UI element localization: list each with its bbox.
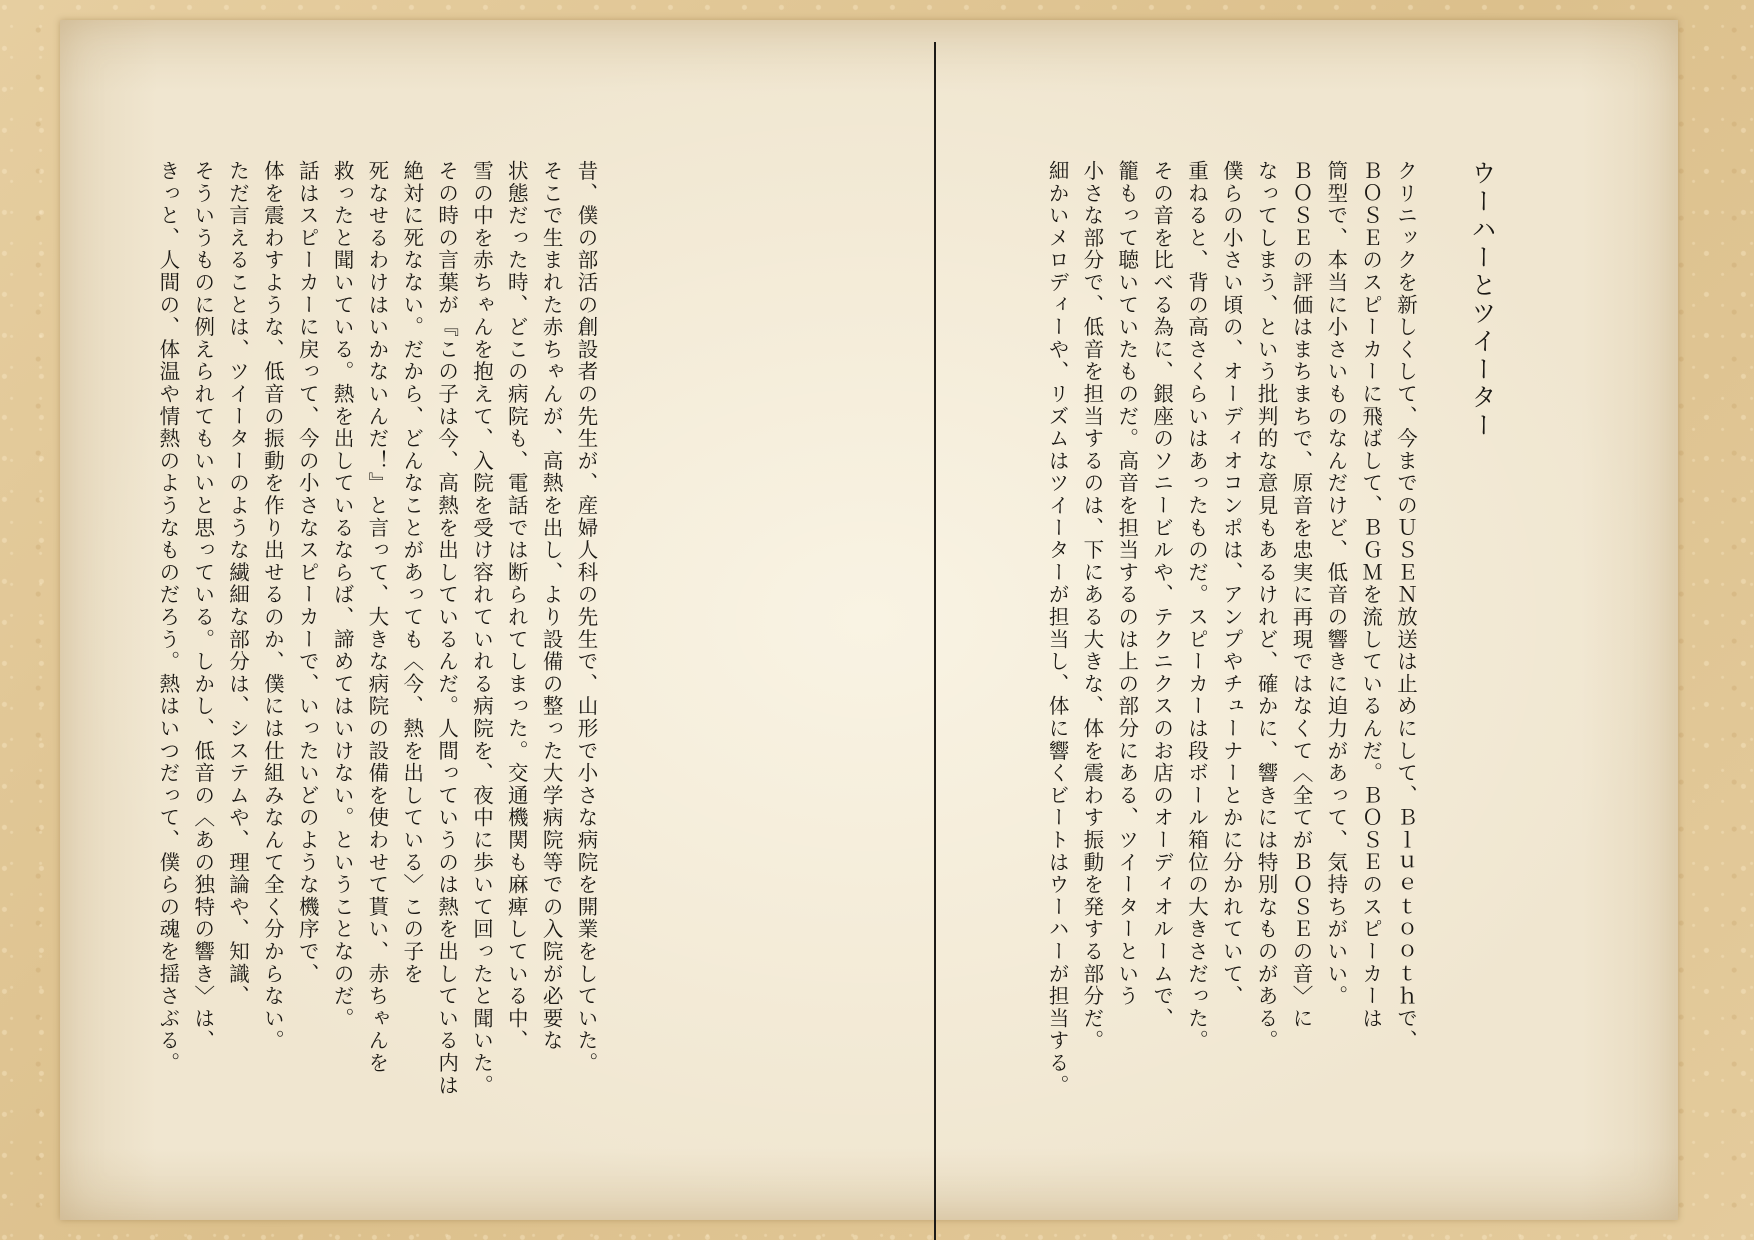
left-line-11: ただ言えることは、ツイーターのような繊細な部分は、システムや、理論や、知識、 (225, 160, 250, 1008)
left-line-3: 状態だった時、どこの病院も、電話では断られてしまった。交通機関も麻痺している中、 (504, 160, 529, 1052)
right-line-11: 細かいメロディーや、リズムはツイーターが担当し、体に響くビートはウーハーが担当する。 (1045, 160, 1070, 1097)
left-line-5: その時の言葉が『この子は今、高熱を出しているんだ。人間っていうのは熱を出している内は (434, 160, 459, 1097)
right-line-3: 筒型で、本当に小さいものなんだけど、低音の響きに迫力があって、気持ちがいい。 (1323, 160, 1348, 1008)
left-line-9: 話はスピーカーに戻って、今の小さなスピーカーで、いったいどのような機序で、 (295, 160, 320, 986)
left-line-8: 救ったと聞いている。熱を出しているならば、諦めてはいけない。ということなのだ。 (330, 160, 355, 1030)
left-line-4: 雪の中を赤ちゃんを抱えて、入院を受け容れていれる病院を、夜中に歩いて回ったと聞いた。 (469, 160, 494, 1097)
right-line-4: ＢＯＳＥの評価はまちまちで、原音を忠実に再現ではなくて〈全てがＢＯＳＥの音〉に (1288, 160, 1313, 1030)
left-line-7: 死なせるわけはいかないんだ！』と言って、大きな病院の設備を使わせて貰い、赤ちゃんを (364, 160, 389, 1075)
right-line-10: 小さな部分で、低音を担当するのは、下にある大きな、体を震わす振動を発する部分だ。 (1079, 160, 1104, 1052)
left-line-12: そういうものに例えられてもいいと思っている。しかし、低音の〈あの独特の響き〉は、 (190, 160, 215, 1052)
left-line-10: 体を震わすような、低音の振動を作り出せるのか、僕には仕組みなんて全く分からない。 (260, 160, 285, 1052)
right-line-9: 籠もって聴いていたものだ。高音を担当するのは上の部分にある、ツイーターという (1114, 160, 1139, 1008)
right-line-7: 重ねると、背の高さくらいはあったものだ。スピーカーは段ボール箱位の大きさだった。 (1184, 160, 1209, 1052)
right-line-8: その音を比べる為に、銀座のソニービルや、テクニクスのお店のオーディオルームで、 (1149, 160, 1174, 1030)
right-line-5: なってしまう、という批判的な意見もあるけれど、確かに、響きには特別なものがある。 (1254, 160, 1279, 1052)
right-line-1: クリニックを新しくして、今までのＵＳＥＮ放送は止めにして、Ｂｌｕｅｔｏｏｔｈで、 (1393, 160, 1418, 1052)
left-line-6: 絶対に死なない。だから、どんなことがあっても〈今、熱を出している〉この子を (399, 160, 424, 986)
page-divider (934, 42, 936, 1240)
left-line-13: きっと、人間の、体温や情熱のようなものだろう。熱はいつだって、僕らの魂を揺さぶる。 (155, 160, 180, 1075)
left-page (150, 160, 603, 1097)
left-line-1: 昔、僕の部活の創設者の先生が、産婦人科の先生で、山形で小さな病院を開業をしていた。 (573, 160, 598, 1075)
right-line-6: 僕らの小さい頃の、オーディオコンポは、アンプやチューナーとかに分かれていて、 (1219, 160, 1244, 1008)
document-title: ウーハーとツイーター (1468, 160, 1497, 440)
paper-sheet (60, 20, 1678, 1220)
right-line-2: ＢＯＳＥのスピーカーに飛ばして、ＢＧＭを流しているんだ。ＢＯＳＥのスピーカーは (1358, 160, 1383, 1030)
left-line-2: そこで生まれた赤ちゃんが、高熱を出し、より設備の整った大学病院等での入院が必要な (539, 160, 564, 1052)
right-page (1039, 160, 1503, 1097)
